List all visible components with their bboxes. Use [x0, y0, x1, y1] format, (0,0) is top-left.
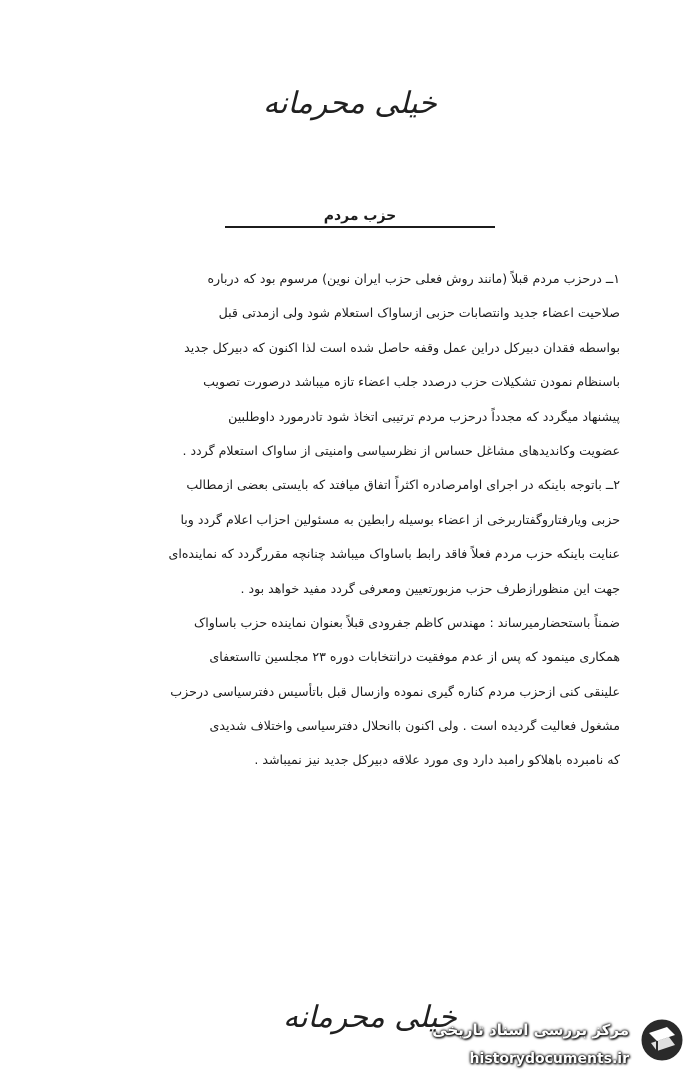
archive-watermark [391, 1007, 691, 1085]
body-line: باسنظام نمودن تشکیلات حزب درصدد جلب اعضاء تازه میباشد درصورت تصویب [203, 374, 620, 390]
document-title: حزب مردم [225, 208, 495, 228]
body-line: عنایت باینکه حزب مردم فعلاً فاقد رابط باساواک میباشد چنانچه مقررگردد که نماینده‌ای [168, 546, 620, 562]
body-line: بواسطه فقدان دبیرکل دراین عمل وقفه حاصل شده است لذا اکنون که دبیرکل جدید [184, 339, 620, 355]
body-line: ۲ــ باتوجه باینکه در اجرای اوامرصادره اکثراً اتفاق میافتد که بایستی بعضی ازمطالب [186, 477, 620, 493]
archive-name: مرکز بررسی اسناد تاریخی [432, 1021, 629, 1039]
body-line: مشغول فعالیت گردیده است . ولی اکنون باانحلال دفترسیاسی واختلاف شدیدی [209, 718, 620, 734]
archive-url[interactable]: historydocuments.ir [469, 1051, 629, 1067]
body-line: حزبی ویارفتاروگفتاربرخی از اعضاء بوسیله رابطین به مسئولین احزاب اعلام گردد وبا [180, 511, 620, 527]
body-line: ضمناً باستحضارمیرساند : مهندس کاظم جفرودی قبلاً بعنوان نماینده حزب باساواک [193, 614, 620, 630]
body-line: که نامبرده باهلاکو رامبد دارد وی مورد علاقه دبیرکل جدید نیز نمیباشد . [254, 752, 620, 768]
document-body [80, 262, 620, 778]
classification-stamp-bottom: خیلی محرمانه [283, 1000, 457, 1035]
classification-stamp-top: خیلی محرمانه [263, 86, 437, 121]
body-line: پیشنهاد میگردد که مجدداً درحزب مردم ترتیبی اتخاذ شود تادرمورد داوطلبین [228, 408, 620, 424]
body-line: جهت این منظورازطرف حزب مزبورتعیین ومعرفی گردد مفید خواهد بود . [240, 580, 620, 596]
body-line: ۱ــ درحزب مردم قبلاً (مانند روش فعلی حزب ایران نوین) مرسوم بود که درباره [207, 271, 620, 286]
body-line: همکاری مینمود که پس از عدم موفقیت درانتخابات دوره ۲۳ مجلسین تااستعفای [209, 649, 620, 665]
body-line: عضویت وکاندیدهای مشاغل حساس از نظرسیاسی وامنیتی از ساواک استعلام گردد . [182, 442, 620, 458]
body-line: صلاحیت اعضاء جدید وانتصابات حزبی ازساواک استعلام شود ولی ازمدتی قبل [218, 305, 620, 321]
body-line: علینقی کنی ازحزب مردم کناره گیری نموده وازسال قبل باتأسیس دفترسیاسی درحزب [170, 683, 620, 699]
archive-emblem-icon [637, 1015, 687, 1065]
